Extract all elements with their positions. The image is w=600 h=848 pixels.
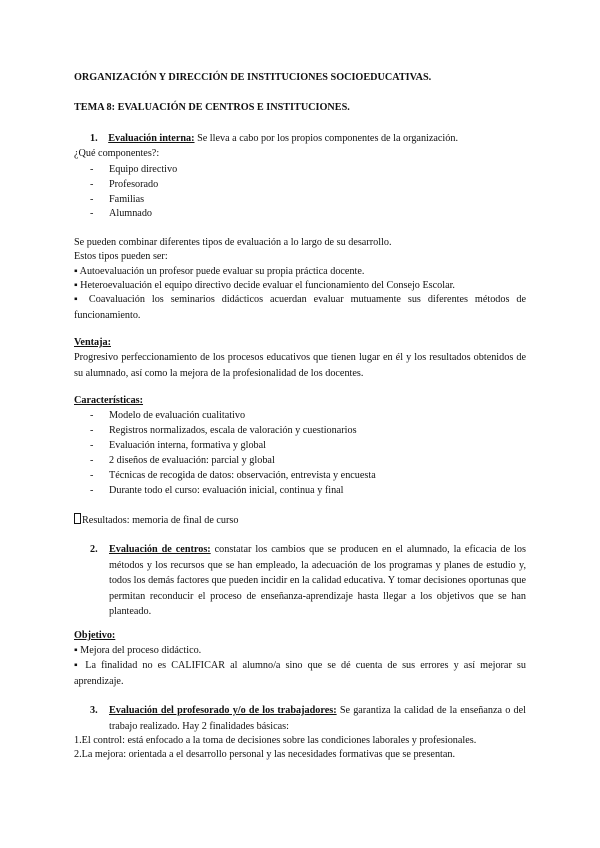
type-item: ▪ Autoevaluación un profesor puede evaluar su propia práctica docente. bbox=[74, 266, 365, 277]
list-item: Familias bbox=[109, 194, 145, 205]
objective-item: ▪ La finalidad no es CALIFICAR al alumno/a sino que se dé cuenta de sus errores y así mejorar su aprendizaje. bbox=[74, 660, 526, 687]
list-dash: - bbox=[90, 208, 94, 219]
type-item: ▪ Coavaluación los seminarios didácticos acuerdan evaluar mutuamente sus diferentes métodos de funcionamiento. bbox=[74, 294, 526, 321]
section3-text: Se garantiza la calidad de la enseñanza o del trabajo realizado. Hay 2 finalidades básicas: bbox=[109, 705, 526, 732]
list-dash: - bbox=[90, 485, 94, 496]
list-dash: - bbox=[90, 164, 94, 175]
advantage-heading: Ventaja: bbox=[74, 337, 111, 348]
list-dash: - bbox=[90, 179, 94, 190]
section2-text: constatar los cambios que se producen en el alumnado, la eficacia de los métodos y los recursos que se han empleado, la adecuación de los programas y planes de estudio y, todos los demás factores que pueden incidir en la calidad educativa. Y tomar decisiones oportunas que permitan reconducir el proceso de enseñanza-aprendizaje hasta llegar a los objetivos que se han planteado. bbox=[109, 544, 526, 618]
section3-number: 3. bbox=[90, 705, 98, 716]
list-item: Evaluación interna, formativa y global bbox=[109, 440, 267, 451]
list-dash: - bbox=[90, 455, 94, 466]
purpose-item: 1.El control: está enfocado a la toma de decisiones sobre las condiciones laborales y profesionales. bbox=[74, 735, 477, 746]
section1-heading-line bbox=[90, 131, 458, 147]
list-dash: - bbox=[90, 425, 94, 436]
combine-text: Se pueden combinar diferentes tipos de evaluación a lo largo de su desarrollo. bbox=[74, 237, 392, 248]
list-item: 2 diseños de evaluación: parcial y global bbox=[109, 455, 275, 466]
section2-heading: Evaluación de centros: bbox=[109, 544, 211, 555]
objective-heading: Objetivo: bbox=[74, 630, 116, 641]
results-text bbox=[74, 513, 238, 529]
section2-number-wrap bbox=[90, 542, 98, 558]
section3-paragraph bbox=[109, 703, 526, 734]
section1-number: 1. bbox=[90, 133, 98, 144]
list-item: Alumnado bbox=[109, 208, 153, 219]
list-item: Profesorado bbox=[109, 179, 159, 190]
objective-item: ▪ Mejora del proceso didáctico. bbox=[74, 645, 202, 656]
list-item: Durante todo el curso: evaluación inicial, continua y final bbox=[109, 485, 344, 496]
section2-paragraph bbox=[109, 542, 526, 620]
document-title: ORGANIZACIÓN Y DIRECCIÓN DE INSTITUCIONES SOCIOEDUCATIVAS. bbox=[74, 72, 432, 83]
list-item: Registros normalizados, escala de valoración y cuestionarios bbox=[109, 425, 357, 436]
list-item: Equipo directivo bbox=[109, 164, 178, 175]
list-dash: - bbox=[90, 410, 94, 421]
components-question: ¿Qué componentes?: bbox=[74, 148, 160, 159]
advantage-text: Progresivo perfeccionamiento de los procesos educativos que tienen lugar en él y los resultados obtenidos de su alumnado, así como la mejora de la profesionalidad de los docentes. bbox=[74, 352, 526, 379]
list-dash: - bbox=[90, 470, 94, 481]
section3-number-wrap bbox=[90, 703, 98, 719]
results-label: Resultados: memoria de final de curso bbox=[82, 515, 239, 526]
section3-heading: Evaluación del profesorado y/o de los trabajadores: bbox=[109, 705, 337, 716]
section2-number: 2. bbox=[90, 544, 98, 555]
types-intro: Estos tipos pueden ser: bbox=[74, 251, 168, 262]
purpose-item: 2.La mejora: orientada a el desarrollo personal y las necesidades formativas que se presentan. bbox=[74, 749, 456, 760]
section1-heading: Evaluación interna: bbox=[108, 133, 195, 144]
arrow-icon bbox=[74, 513, 81, 524]
list-item: Modelo de evaluación cualitativo bbox=[109, 410, 246, 421]
section1-text: Se lleva a cabo por los propios componentes de la organización. bbox=[194, 133, 458, 144]
list-item: Técnicas de recogida de datos: observación, entrevista y encuesta bbox=[109, 470, 376, 481]
topic-title: TEMA 8: EVALUACIÓN DE CENTROS E INSTITUCIONES. bbox=[74, 102, 350, 113]
features-heading: Características: bbox=[74, 395, 144, 406]
list-dash: - bbox=[90, 194, 94, 205]
type-item: ▪ Heteroevaluación el equipo directivo decide evaluar el funcionamiento del Consejo Escolar. bbox=[74, 280, 455, 291]
list-dash: - bbox=[90, 440, 94, 451]
